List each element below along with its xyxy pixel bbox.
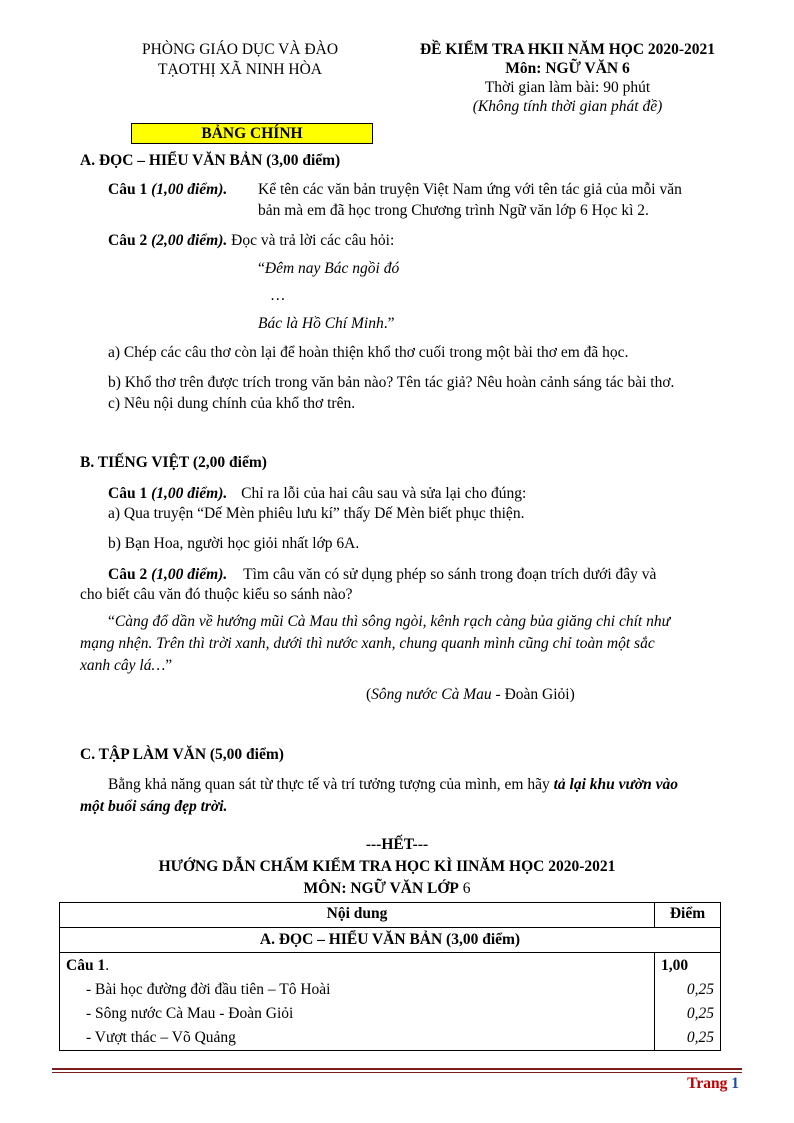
guide-subject: [0, 880, 774, 898]
guide-subject-num: 6: [458, 880, 471, 897]
q1-score: (1,00 điểm).: [151, 181, 228, 198]
page-label: Trang: [687, 1075, 732, 1092]
poem-ellipsis: …: [270, 287, 286, 304]
table-header-row: [60, 903, 721, 928]
answer-score-2: 0,25: [686, 1005, 714, 1022]
section-b-item-a: a) Qua truyện “Dế Mèn phiêu lưu kí” thấy Dế Mèn biết phục thiện.: [108, 505, 525, 522]
poem-line-1-text: Đêm nay Bác ngồi đó: [264, 260, 400, 277]
answer-item-2: - Sông nước Cà Mau - Đoàn Giỏi: [86, 1005, 294, 1022]
table-section-a: A. ĐỌC – HIỂU VĂN BẢN (3,00 điểm): [60, 928, 721, 953]
q2-score: (2,00 điểm).: [151, 232, 228, 249]
section-a-q2: [108, 232, 394, 250]
section-a-q1-text1: Kể tên các văn bản truyện Việt Nam ứng với tên tác giả của mỗi văn: [258, 181, 682, 198]
q1-answer-cell: [60, 953, 655, 1051]
quote-line-2: mạng nhện. Trên thì trời xanh, dưới thì nước xanh, chung quanh mình cũng chỉ toàn một sắc: [80, 635, 655, 652]
official-badge: BẢNG CHÍNH: [131, 123, 373, 144]
guide-subject-label: MÔN: NGỮ VĂN LỚP: [303, 880, 459, 897]
section-c-line1: [108, 776, 678, 794]
section-b-title: B. TIẾNG VIỆT (2,00 điểm): [80, 454, 267, 471]
quote-line-1-text: Càng đổ dần về hướng mũi Cà Mau thì sông ngòi, kênh rạch càng bủa giăng chi chít như: [114, 613, 671, 630]
section-a-q1-text2: bản mà em đã học trong Chương trình Ngữ văn lớp 6 Học kì 2.: [258, 202, 649, 219]
q2-label: Câu 2: [108, 232, 148, 249]
quote-line-3-text: xanh cây lá…: [80, 657, 166, 674]
section-b-q1: [108, 485, 526, 503]
answer-score-1: 0,25: [686, 981, 714, 998]
table-section-row: [60, 928, 721, 953]
exam-subject: Môn: NGỮ VĂN 6: [505, 60, 630, 77]
poem-close-quote: .”: [383, 315, 395, 332]
quote-close: ”: [165, 657, 173, 674]
b-q2-score: (1,00 điểm).: [151, 566, 228, 583]
header-department-line2: TẠOTHỊ XÃ NINH HÒA: [157, 61, 322, 78]
quote-line-1: [108, 613, 670, 631]
b-q2-label: Câu 2: [108, 566, 148, 583]
poem-line-3: [258, 315, 394, 333]
section-b-item-b: b) Bạn Hoa, người học giỏi nhất lớp 6A.: [108, 535, 360, 552]
answer-item-3: - Vượt thác – Võ Quảng: [86, 1029, 236, 1046]
q1-answer-label: [66, 954, 648, 978]
footer-rule-thick: [52, 1068, 742, 1070]
b-q1-label: Câu 1: [108, 485, 148, 502]
section-a-question-c: c) Nêu nội dung chính của khổ thơ trên.: [108, 395, 356, 412]
section-c-task2: một buổi sáng đẹp trời.: [80, 798, 228, 815]
exam-time: Thời gian làm bài: 90 phút: [484, 79, 651, 96]
poem-open-quote: “: [258, 260, 265, 277]
quote-source-title: Sông nước Cà Mau: [371, 686, 492, 703]
footer-rule-thin: [52, 1072, 742, 1073]
q1-score-cell: [655, 953, 721, 1051]
end-marker: ---HẾT---: [365, 836, 429, 853]
section-a-question-a: a) Chép các câu thơ còn lại để hoàn thiện khổ thơ cuối trong một bài thơ em đã học.: [108, 344, 629, 361]
table-row: [60, 953, 721, 1051]
q1-answer-dot: .: [105, 957, 110, 974]
header-department: [115, 40, 365, 80]
quote-source-author: - Đoàn Giỏi): [491, 686, 575, 703]
answer-score-3: 0,25: [686, 1029, 714, 1046]
exam-title: ĐỀ KIỂM TRA HKII NĂM HỌC 2020-2021: [419, 41, 716, 58]
b-q2-text1: Tìm câu văn có sử dụng phép so sánh trong đoạn trích dưới đây và: [243, 566, 657, 583]
header-department-line1: PHÒNG GIÁO DỤC VÀ ĐÀO: [141, 41, 339, 58]
b-q1-text: Chỉ ra lỗi của hai câu sau và sửa lại cho đúng:: [241, 485, 527, 502]
quote-open: “: [108, 613, 115, 630]
guide-title: HƯỚNG DẪN CHẤM KIỂM TRA HỌC KÌ IINĂM HỌC 2020-2021: [158, 858, 616, 875]
exam-note: (Không tính thời gian phát đề): [472, 98, 663, 115]
poem-line-1: [258, 260, 399, 278]
grading-table: [59, 902, 721, 1051]
section-c-text: Bằng khả năng quan sát từ thực tế và trí tưởng tượng của mình, em hãy: [108, 776, 554, 793]
quote-line-3: [80, 657, 172, 675]
q2-text: Đọc và trả lời các câu hỏi:: [231, 232, 395, 249]
header-score: Điểm: [655, 903, 721, 928]
poem-line-3-text: Bác là Hồ Chí Minh: [258, 315, 384, 332]
q1-answer-title: Câu 1: [66, 957, 106, 974]
page-num: 1: [731, 1075, 739, 1092]
section-a-title: A. ĐỌC – HIỂU VĂN BẢN (3,00 điểm): [80, 152, 341, 169]
quote-source: (Sông nước Cà Mau - Đoàn Giỏi): [366, 686, 575, 703]
section-c-task1: tả lại khu vườn vào: [553, 776, 678, 793]
page-number: [687, 1075, 739, 1093]
header-exam-info: [395, 40, 740, 116]
section-a-question-b: b) Khổ thơ trên được trích trong văn bản nào? Tên tác giả? Nêu hoàn cảnh sáng tác bài thơ.: [108, 374, 675, 391]
answer-item-1: - Bài học đường đời đầu tiên – Tô Hoài: [86, 981, 331, 998]
header-content: Nội dung: [60, 903, 655, 928]
section-b-q2-text2: cho biết câu văn đó thuộc kiểu so sánh nào?: [80, 586, 353, 603]
b-q1-score: (1,00 điểm).: [151, 485, 228, 502]
section-b-q2: [108, 566, 656, 584]
q1-total-score: 1,00: [661, 957, 689, 974]
section-c-title: C. TẬP LÀM VĂN (5,00 điểm): [80, 746, 284, 763]
q1-label: Câu 1: [108, 181, 148, 198]
section-a-q1-label: [108, 181, 227, 199]
